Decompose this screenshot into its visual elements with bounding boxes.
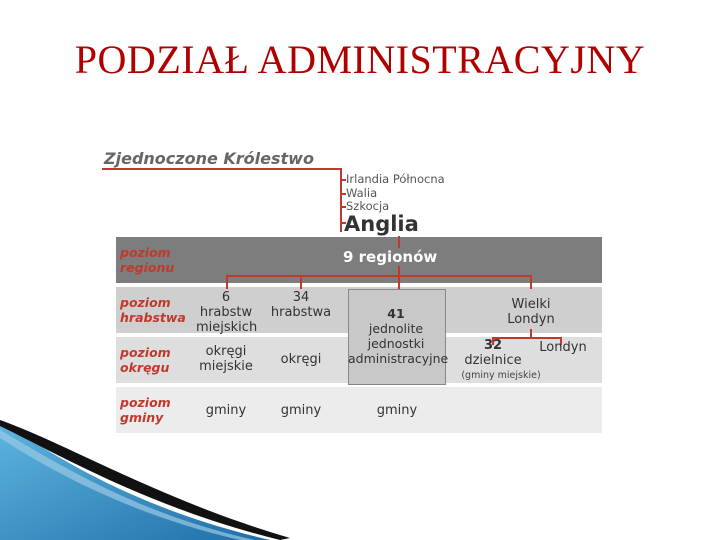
corner-decoration bbox=[0, 420, 300, 540]
label-district-line2: okręgu bbox=[120, 360, 170, 375]
unitary-line2: jednostki bbox=[367, 336, 425, 351]
label-commune-line2: gminy bbox=[120, 410, 164, 425]
unitary-authorities bbox=[348, 306, 449, 366]
unitary-line3: administracyjne bbox=[348, 351, 449, 366]
boroughs-num: 32 bbox=[483, 338, 503, 353]
gminy-1: gminy bbox=[205, 403, 247, 418]
region-count: 9 regionów bbox=[343, 248, 438, 266]
metro-counties bbox=[196, 290, 256, 335]
boroughs-line1: dzielnice bbox=[464, 353, 522, 368]
label-region-line2: regionu bbox=[120, 260, 175, 275]
branch-london bbox=[530, 275, 532, 289]
gminy-3: gminy bbox=[376, 403, 418, 418]
counties-line1: hrabstwa bbox=[270, 305, 332, 320]
root-underline bbox=[102, 168, 342, 170]
label-district bbox=[120, 345, 171, 375]
label-county-line1: poziom bbox=[120, 295, 171, 310]
branch-metro bbox=[226, 275, 228, 289]
label-county-line2: hrabstwa bbox=[120, 310, 186, 325]
counties-num: 34 bbox=[292, 290, 310, 305]
boroughs-note: (gminy miejskie) bbox=[461, 370, 541, 381]
root-label: Zjednoczone Królestwo bbox=[104, 149, 314, 168]
nation-england: Anglia bbox=[344, 212, 419, 236]
label-region bbox=[120, 245, 174, 275]
metro-districts-line1: okręgi bbox=[205, 344, 247, 359]
region-branch bbox=[226, 275, 532, 277]
greater-london-line1: Wielki bbox=[511, 297, 551, 312]
districts: okręgi bbox=[280, 352, 322, 367]
greater-london-line2: Londyn bbox=[507, 312, 555, 327]
label-county bbox=[120, 295, 186, 325]
branch-unitary bbox=[398, 275, 400, 289]
metro-counties-line2: miejskich bbox=[196, 320, 258, 335]
metro-counties-num: 6 bbox=[221, 290, 231, 305]
unitary-line1: jednolite bbox=[368, 321, 424, 336]
slide-title: PODZIAŁ ADMINISTRACYJNY bbox=[74, 37, 646, 82]
administrative-division-diagram bbox=[100, 148, 605, 438]
greater-london bbox=[500, 297, 562, 327]
counties bbox=[270, 290, 332, 320]
gminy-2: gminy bbox=[280, 403, 322, 418]
metro-districts-line2: miejskie bbox=[199, 359, 253, 374]
branch-counties bbox=[300, 275, 302, 289]
metro-counties-line1: hrabstw bbox=[199, 305, 253, 320]
nation-scotland: Szkocja bbox=[346, 199, 390, 213]
nation-wales: Walia bbox=[346, 186, 378, 200]
unitary-num: 41 bbox=[387, 306, 405, 321]
city-of-london: Londyn bbox=[539, 340, 587, 355]
label-district-line1: poziom bbox=[120, 345, 171, 360]
metro-districts bbox=[196, 344, 256, 374]
london-boroughs bbox=[462, 338, 524, 368]
anglia-down bbox=[398, 236, 400, 248]
label-commune-line1: poziom bbox=[120, 395, 171, 410]
nation-northern-ireland: Irlandia Północna bbox=[346, 172, 445, 186]
label-region-line1: poziom bbox=[120, 245, 171, 260]
